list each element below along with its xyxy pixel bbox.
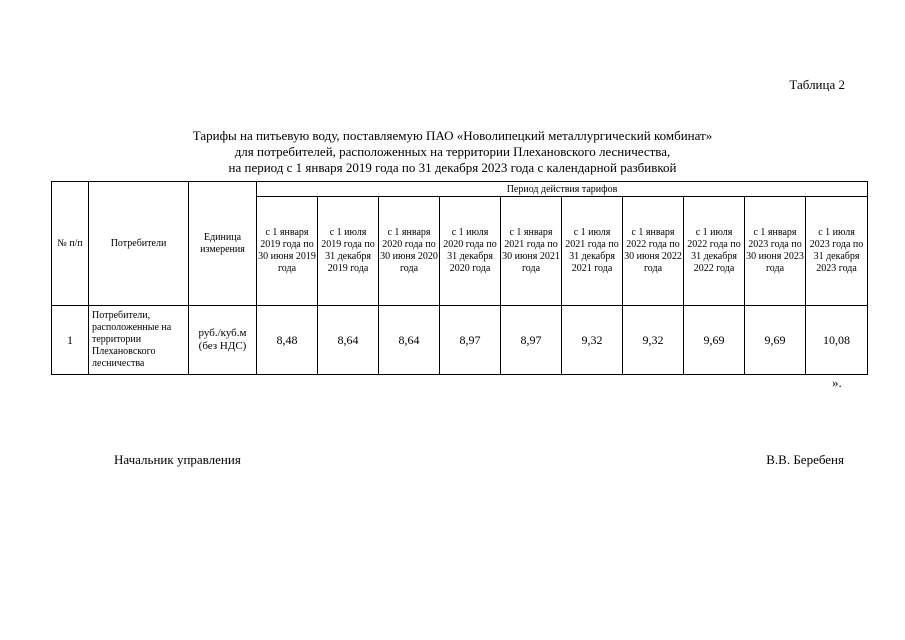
period-header: с 1 июля 2021 года по 31 декабря 2021 года [562, 197, 623, 306]
table-header-row [52, 182, 868, 197]
table-number-label: Таблица 2 [789, 77, 845, 92]
tariff-value: 8,97 [501, 306, 562, 375]
row-num: 1 [52, 306, 89, 375]
tariff-value: 9,32 [562, 306, 623, 375]
tariff-value: 8,64 [318, 306, 379, 375]
tariff-table [51, 181, 868, 375]
period-header: с 1 января 2023 года по 30 июня 2023 года [745, 197, 806, 306]
period-header: с 1 июля 2019 года по 31 декабря 2019 года [318, 197, 379, 306]
title-line: Тарифы на питьевую воду, поставляемую ПАО «Новолипецкий металлургический комбинат» [192, 128, 713, 143]
period-header: с 1 июля 2022 года по 31 декабря 2022 года [684, 197, 745, 306]
title-line: на период с 1 января 2019 года по 31 декабря 2023 года с календарной разбивкой [228, 160, 677, 175]
tariff-value: 9,69 [684, 306, 745, 375]
header-num: № п/п [52, 182, 89, 306]
tariff-value: 10,08 [806, 306, 868, 375]
closing-quote-mark: ». [832, 375, 842, 390]
tariff-value: 9,69 [745, 306, 806, 375]
period-header: с 1 июля 2020 года по 31 декабря 2020 года [440, 197, 501, 306]
title-line: для потребителей, расположенных на территории Плехановского лесничества, [234, 144, 671, 159]
header-unit: Единица измерения [189, 182, 257, 306]
row-unit: руб./куб.м (без НДС) [189, 306, 257, 375]
header-period: Период действия тарифов [257, 182, 868, 197]
tariff-value: 8,97 [440, 306, 501, 375]
period-header: с 1 июля 2023 года по 31 декабря 2023 года [806, 197, 868, 306]
table-row [52, 306, 868, 375]
period-header: с 1 января 2021 года по 30 июня 2021 года [501, 197, 562, 306]
signatory-name: В.В. Беребеня [766, 452, 844, 467]
period-header: с 1 января 2022 года по 30 июня 2022 года [623, 197, 684, 306]
row-consumer: Потребители, расположенные на территории Плехановского лесничества [89, 306, 189, 375]
period-header: с 1 января 2019 года по 30 июня 2019 года [257, 197, 318, 306]
tariff-value: 8,48 [257, 306, 318, 375]
header-consumers: Потребители [89, 182, 189, 306]
signatory-position: Начальник управления [114, 452, 241, 467]
tariff-value: 8,64 [379, 306, 440, 375]
period-header: с 1 января 2020 года по 30 июня 2020 года [379, 197, 440, 306]
tariff-value: 9,32 [623, 306, 684, 375]
document-title [0, 128, 905, 176]
